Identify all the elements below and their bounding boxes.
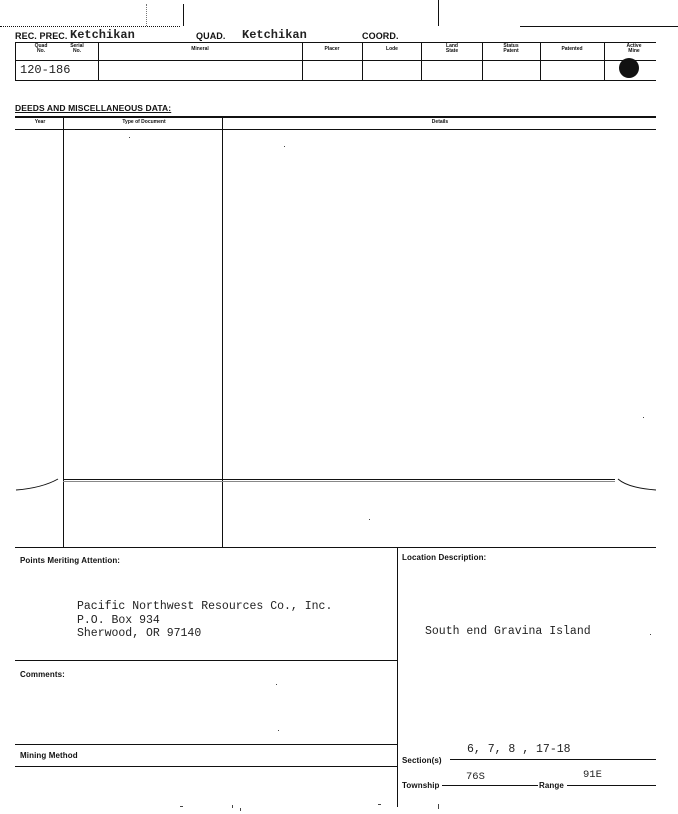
header-serial-no: Serial No.	[70, 43, 84, 54]
claim-table-divider	[421, 42, 422, 80]
speck	[369, 519, 370, 520]
edge-mark	[378, 804, 381, 805]
column-year-header: Year	[34, 119, 46, 125]
coord-label: COORD.	[362, 31, 399, 41]
header-quad-no: Quad No.	[34, 43, 48, 54]
speck	[129, 137, 130, 138]
points-label: Points Meriting Attention:	[20, 556, 121, 565]
claim-table-divider	[362, 42, 363, 80]
lower-center-divider	[397, 547, 398, 807]
edge-mark	[180, 806, 183, 807]
comments-top-border	[15, 660, 397, 661]
claim-table-left-border	[15, 42, 16, 80]
rec-prec-label: REC. PREC.	[15, 31, 68, 41]
sections-underline	[450, 759, 656, 760]
points-line-2[interactable]: P.O. Box 934	[77, 614, 160, 627]
header-active-mine: Active Mine	[626, 43, 642, 54]
quad-label: QUAD.	[196, 31, 226, 41]
points-line-3[interactable]: Sherwood, OR 97140	[77, 627, 202, 640]
top-edge-mark	[146, 4, 147, 26]
points-line-1[interactable]: Pacific Northwest Resources Co., Inc.	[77, 600, 333, 613]
header-patented: Patented	[561, 46, 583, 52]
claim-table-divider	[302, 42, 303, 80]
header-land-state: Land State	[445, 43, 459, 54]
mining-method-top-border	[15, 744, 397, 745]
deeds-table-bottom-border	[15, 547, 656, 548]
township-underline	[442, 785, 538, 786]
quad-serial-value[interactable]: 120-186	[20, 63, 71, 77]
range-label: Range	[539, 781, 564, 790]
column-details-header: Details	[431, 119, 449, 125]
column-type-header: Type of Document	[122, 119, 166, 125]
township-label: Township	[402, 781, 440, 790]
location-label: Location Description:	[402, 553, 487, 562]
claim-table-top-border	[15, 42, 656, 43]
deeds-table-header-border	[15, 129, 656, 130]
fold-curve-marks	[0, 470, 678, 500]
speck	[284, 146, 285, 147]
top-edge-divider	[438, 0, 439, 26]
edge-mark	[232, 805, 233, 808]
header-placer: Placer	[324, 46, 340, 52]
mining-method-bottom-border	[15, 766, 397, 767]
deeds-table-top-border	[15, 116, 656, 118]
sections-label: Section(s)	[402, 756, 442, 765]
quad-value[interactable]: Ketchikan	[242, 28, 307, 42]
claim-table-divider	[98, 42, 99, 80]
top-rule	[0, 26, 180, 27]
speck	[276, 684, 277, 685]
header-mineral: Mineral	[191, 46, 209, 52]
claim-table-header-border	[15, 60, 656, 61]
edge-mark	[240, 808, 241, 811]
range-underline	[567, 785, 656, 786]
top-rule	[520, 26, 678, 27]
claim-table-divider	[540, 42, 541, 80]
header-status-patent: Status Patent	[503, 43, 519, 54]
speck	[278, 730, 279, 731]
township-value[interactable]: 76S	[466, 771, 485, 783]
claim-table-bottom-border	[15, 80, 656, 81]
mining-method-label: Mining Method	[20, 751, 78, 760]
deeds-title: DEEDS AND MISCELLANEOUS DATA:	[15, 103, 172, 113]
header-lode: Lode	[386, 46, 398, 52]
range-value[interactable]: 91E	[583, 769, 602, 781]
hole-punch-icon	[619, 58, 639, 78]
speck	[643, 417, 644, 418]
rec-prec-value[interactable]: Ketchikan	[70, 28, 135, 42]
speck	[650, 634, 651, 635]
edge-mark	[438, 804, 439, 809]
comments-label: Comments:	[20, 670, 65, 679]
top-edge-mark	[183, 4, 184, 26]
sections-value[interactable]: 6, 7, 8 , 17-18	[467, 743, 571, 756]
location-value[interactable]: South end Gravina Island	[425, 625, 591, 638]
claim-table-divider	[482, 42, 483, 80]
claim-table-divider	[604, 42, 605, 80]
